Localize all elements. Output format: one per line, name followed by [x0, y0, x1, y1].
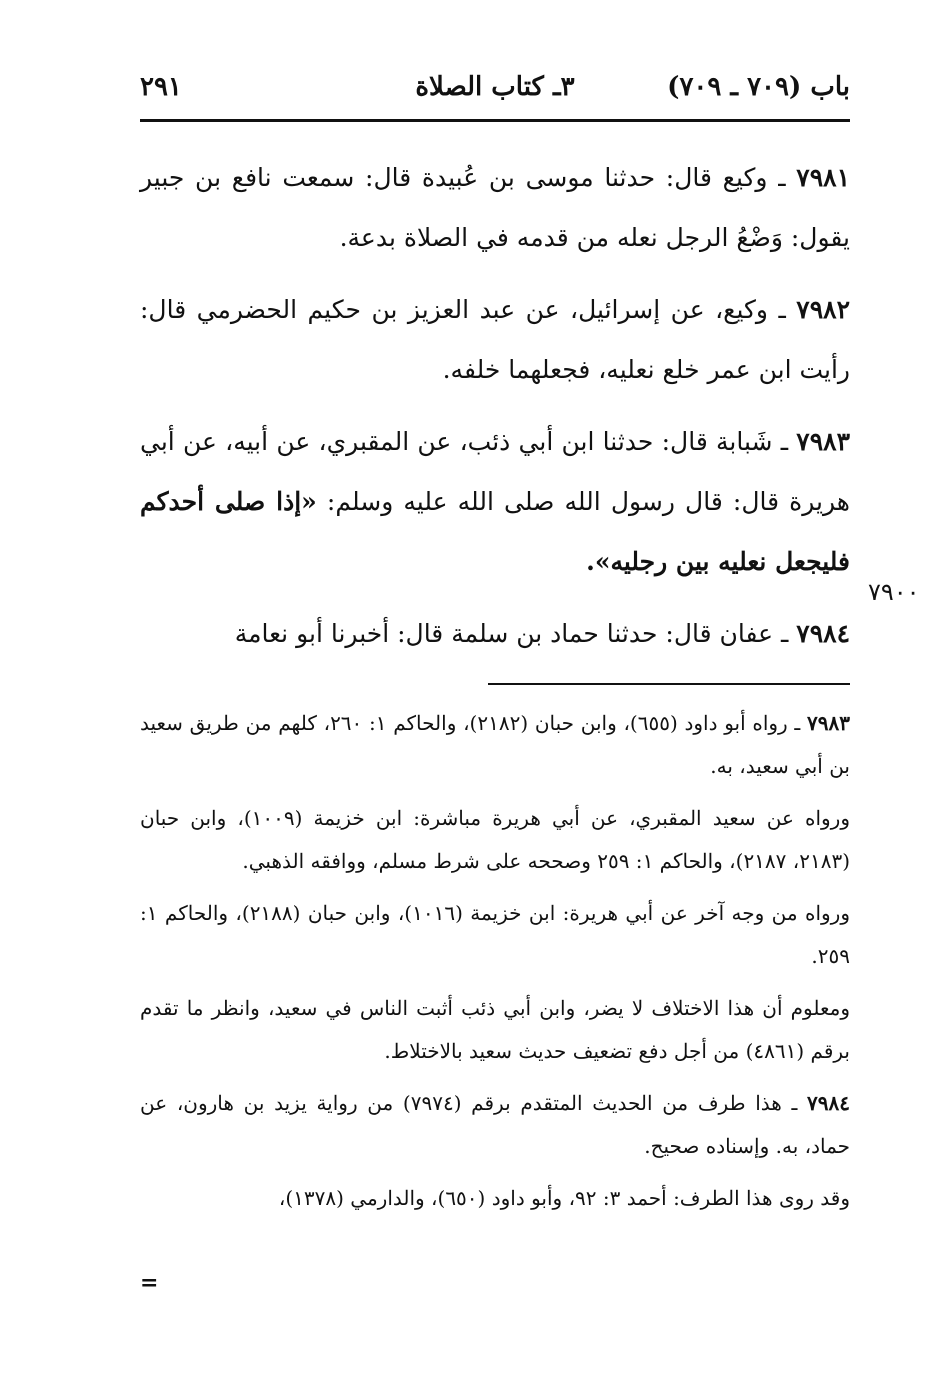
main-text	[140, 148, 850, 676]
footnote	[140, 892, 850, 978]
hadith-7983	[140, 412, 850, 592]
footnote-text: ورواه من وجه آخر عن أبي هريرة: ابن خزيمة (١٠١٦)، وابن حبان (٢١٨٨)، والحاكم ١: ٢٥٩.	[140, 901, 850, 968]
hadith-number: ٧٩٨٣	[796, 427, 850, 456]
margin-reference-number: ٧٩٠٠	[868, 578, 920, 606]
hadith-number: ٧٩٨٤	[796, 619, 850, 648]
footnote-number: ٧٩٨٣	[807, 711, 850, 735]
hadith-text: ـ شَبابة قال: حدثنا ابن أبي ذئب، عن المقبري، عن أبيه، عن أبي هريرة قال: قال رسول الله صلى الله عليه وسلم:	[140, 427, 850, 516]
footnote-text: ومعلوم أن هذا الاختلاف لا يضر، وابن أبي ذئب أثبت الناس في سعيد، وانظر ما تقدم برقم (٤٨٦١) من أجل دفع تضعيف حديث سعيد بالاختلاط.	[140, 996, 850, 1063]
continuation-mark: =	[140, 1270, 159, 1296]
book-title: ٣ـ كتاب الصلاة	[415, 72, 575, 102]
chapter-range: باب (٧٠٩ ـ ٧٠٩)	[667, 72, 850, 102]
hadith-7981	[140, 148, 850, 268]
footnote-text: وقد روى هذا الطرف: أحمد ٣: ٩٢، وأبو داود (٦٥٠)، والدارمي (١٣٧٨)،	[278, 1186, 850, 1210]
footnote	[140, 1082, 850, 1168]
footnote	[140, 1177, 850, 1220]
footnote-text: ـ رواه أبو داود (٦٥٥)، وابن حبان (٢١٨٢)، والحاكم ١: ٢٦٠، كلهم من طريق سعيد بن أبي سعيد، به.	[140, 711, 850, 778]
footnote-text: ورواه عن سعيد المقبري، عن أبي هريرة مباشرة: ابن خزيمة (١٠٠٩)، وابن حبان (٢١٨٣، ٢١٨٧)، والحاكم ١: ٢٥٩ وصححه على شرط مسلم، ووافقه الذهبي.	[140, 806, 850, 873]
footnote	[140, 987, 850, 1073]
hadith-text: ـ وكيع قال: حدثنا موسى بن عُبيدة قال: سمعت نافع بن جبير يقول: وَضْعُ الرجل نعله من قدمه في الصلاة بدعة.	[140, 163, 850, 252]
hadith-7982	[140, 280, 850, 400]
page-header	[140, 72, 850, 112]
hadith-text: ـ وكيع، عن إسرائيل، عن عبد العزيز بن حكيم الحضرمي قال: رأيت ابن عمر خلع نعليه، فجعلهما خلفه.	[140, 295, 850, 384]
footnote-number: ٧٩٨٤	[807, 1091, 850, 1115]
footnotes	[140, 702, 850, 1229]
header-divider	[140, 119, 850, 122]
hadith-7984	[140, 604, 850, 664]
hadith-number: ٧٩٨١	[796, 163, 850, 192]
hadith-text: ـ عفان قال: حدثنا حماد بن سلمة قال: أخبرنا أبو نعامة	[234, 619, 797, 648]
footnote-divider	[488, 683, 850, 685]
page-number: ٢٩١	[140, 72, 182, 102]
footnote	[140, 702, 850, 788]
hadith-number: ٧٩٨٢	[796, 295, 850, 324]
prophetic-quote: «إذا صلى أحدكم فليجعل نعليه بين رجليه».	[140, 487, 850, 576]
footnote-text: ـ هذا طرف من الحديث المتقدم برقم (٧٩٧٤) من رواية يزيد بن هارون، عن حماد، به. وإسناده صحيح.	[140, 1091, 850, 1158]
footnote	[140, 797, 850, 883]
